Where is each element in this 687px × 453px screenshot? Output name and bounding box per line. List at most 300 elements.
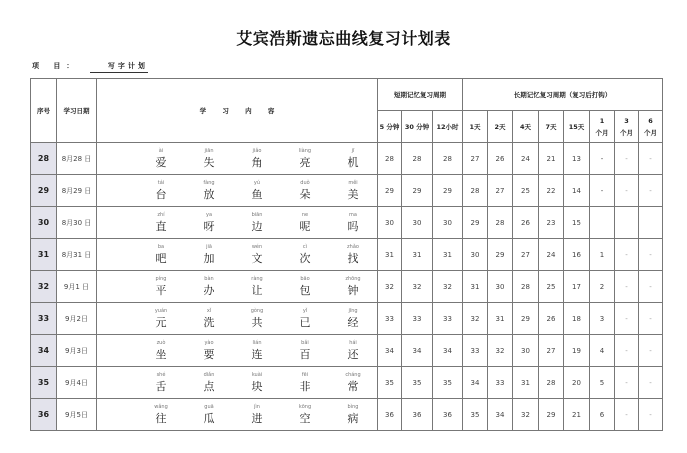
header-long-term: 长期记忆复习周期（复习后打钩） bbox=[463, 79, 663, 111]
cell-12h[interactable]: 32 bbox=[433, 271, 463, 303]
row-seq: 29 bbox=[31, 175, 57, 207]
table-row bbox=[31, 367, 663, 399]
header-15d: 15天 bbox=[564, 111, 590, 143]
character-item bbox=[185, 243, 233, 266]
pinyin: zhí bbox=[157, 212, 165, 218]
hanzi: 要 bbox=[203, 348, 215, 361]
hanzi: 角 bbox=[251, 156, 263, 169]
hanzi: 找 bbox=[347, 252, 359, 265]
cell-15d[interactable]: 20 bbox=[564, 367, 590, 399]
cell-4d[interactable]: 29 bbox=[513, 303, 539, 335]
hanzi: 常 bbox=[347, 380, 359, 393]
pinyin: zuò bbox=[156, 340, 166, 346]
pinyin: jiā bbox=[206, 244, 212, 250]
cell-7d[interactable]: 21 bbox=[539, 143, 564, 175]
hanzi: 瓜 bbox=[203, 412, 215, 425]
cell-15d[interactable]: 21 bbox=[564, 399, 590, 431]
cell-30min[interactable]: 32 bbox=[402, 271, 433, 303]
character-item bbox=[329, 211, 377, 234]
cell-1d[interactable]: 35 bbox=[463, 399, 488, 431]
cell-2d[interactable]: 32 bbox=[488, 335, 513, 367]
cell-1month[interactable]: - bbox=[590, 143, 615, 175]
hanzi: 共 bbox=[251, 316, 263, 329]
pinyin: bāo bbox=[300, 276, 310, 282]
cell-3month[interactable] bbox=[615, 207, 639, 239]
cell-5min[interactable]: 31 bbox=[378, 239, 402, 271]
cell-5min[interactable]: 32 bbox=[378, 271, 402, 303]
hanzi: 机 bbox=[347, 156, 359, 169]
cell-4d[interactable]: 28 bbox=[513, 271, 539, 303]
cell-3month[interactable]: - bbox=[615, 367, 639, 399]
cell-7d[interactable]: 28 bbox=[539, 367, 564, 399]
row-date: 9月1 日 bbox=[57, 271, 97, 303]
character-item bbox=[233, 211, 281, 234]
row-content bbox=[97, 271, 378, 303]
cell-30min[interactable]: 35 bbox=[402, 367, 433, 399]
cell-7d[interactable]: 29 bbox=[539, 399, 564, 431]
cell-4d[interactable]: 30 bbox=[513, 335, 539, 367]
character-item bbox=[137, 211, 185, 234]
row-seq: 30 bbox=[31, 207, 57, 239]
project-value: 写字计划 bbox=[90, 61, 148, 73]
pinyin: zhǎo bbox=[347, 244, 359, 250]
cell-30min[interactable]: 33 bbox=[402, 303, 433, 335]
cell-2d[interactable]: 26 bbox=[488, 143, 513, 175]
header-1month: 1 个月 bbox=[590, 111, 615, 143]
cell-1d[interactable]: 30 bbox=[463, 239, 488, 271]
pinyin: jīng bbox=[348, 308, 358, 314]
row-seq: 35 bbox=[31, 367, 57, 399]
hanzi: 已 bbox=[299, 316, 311, 329]
pinyin: xǐ bbox=[206, 308, 212, 314]
cell-12h[interactable]: 30 bbox=[433, 207, 463, 239]
hanzi: 元 bbox=[155, 316, 167, 329]
hanzi: 经 bbox=[347, 316, 359, 329]
pinyin: guā bbox=[204, 404, 214, 410]
cell-4d[interactable]: 32 bbox=[513, 399, 539, 431]
header-1d: 1天 bbox=[463, 111, 488, 143]
hanzi: 鱼 bbox=[251, 188, 263, 201]
hanzi: 包 bbox=[299, 284, 311, 297]
cell-30min[interactable]: 28 bbox=[402, 143, 433, 175]
table-row bbox=[31, 335, 663, 367]
pinyin: yú bbox=[253, 180, 261, 186]
character-item bbox=[137, 179, 185, 202]
cell-3month[interactable]: - bbox=[615, 399, 639, 431]
pinyin: kuài bbox=[251, 372, 263, 378]
cell-2d[interactable]: 34 bbox=[488, 399, 513, 431]
row-date: 8月30 日 bbox=[57, 207, 97, 239]
header-2d: 2天 bbox=[488, 111, 513, 143]
pinyin: wǎng bbox=[154, 404, 168, 410]
character-item bbox=[233, 339, 281, 362]
cell-5min[interactable]: 28 bbox=[378, 143, 402, 175]
hanzi: 加 bbox=[203, 252, 215, 265]
pinyin: ya bbox=[205, 212, 213, 218]
cell-2d[interactable]: 27 bbox=[488, 175, 513, 207]
pinyin: ne bbox=[301, 212, 309, 218]
hanzi: 非 bbox=[299, 380, 311, 393]
hanzi: 空 bbox=[299, 412, 311, 425]
hanzi: 平 bbox=[155, 284, 167, 297]
character-item bbox=[281, 275, 329, 298]
pinyin: jìn bbox=[254, 404, 260, 410]
header-4d: 4天 bbox=[513, 111, 539, 143]
hanzi: 呢 bbox=[299, 220, 311, 233]
row-seq: 36 bbox=[31, 399, 57, 431]
character-item bbox=[233, 147, 281, 170]
cell-5min[interactable]: 29 bbox=[378, 175, 402, 207]
cell-1month[interactable]: 3 bbox=[590, 303, 615, 335]
character-item bbox=[137, 371, 185, 394]
character-item bbox=[185, 147, 233, 170]
character-item bbox=[185, 403, 233, 426]
cell-1d[interactable]: 32 bbox=[463, 303, 488, 335]
pinyin: biān bbox=[251, 212, 263, 218]
character-item bbox=[233, 179, 281, 202]
pinyin: jiǎo bbox=[252, 148, 262, 154]
cell-15d[interactable]: 19 bbox=[564, 335, 590, 367]
cell-5min[interactable]: 35 bbox=[378, 367, 402, 399]
cell-4d[interactable]: 25 bbox=[513, 175, 539, 207]
hanzi: 台 bbox=[155, 188, 167, 201]
cell-1month[interactable]: 1 bbox=[590, 239, 615, 271]
cell-12h[interactable]: 33 bbox=[433, 303, 463, 335]
pinyin: bìng bbox=[347, 404, 359, 410]
character-list bbox=[97, 339, 377, 362]
cell-7d[interactable]: 22 bbox=[539, 175, 564, 207]
cell-12h[interactable]: 31 bbox=[433, 239, 463, 271]
character-item bbox=[137, 403, 185, 426]
pinyin: kōng bbox=[298, 404, 312, 410]
hanzi: 失 bbox=[203, 156, 215, 169]
row-date: 9月5日 bbox=[57, 399, 97, 431]
table-row bbox=[31, 175, 663, 207]
row-content bbox=[97, 239, 378, 271]
pinyin: zhōng bbox=[345, 276, 361, 282]
hanzi: 边 bbox=[251, 220, 263, 233]
header-30min: 30 分钟 bbox=[402, 111, 433, 143]
row-date: 9月3日 bbox=[57, 335, 97, 367]
character-item bbox=[281, 243, 329, 266]
table-row bbox=[31, 239, 663, 271]
pinyin: yǐ bbox=[302, 308, 308, 314]
row-date: 8月31 日 bbox=[57, 239, 97, 271]
hanzi: 百 bbox=[299, 348, 311, 361]
character-list bbox=[97, 179, 377, 202]
character-item bbox=[137, 147, 185, 170]
character-list bbox=[97, 243, 377, 266]
hanzi: 吗 bbox=[347, 220, 359, 233]
cell-1d[interactable]: 27 bbox=[463, 143, 488, 175]
cell-3month[interactable]: - bbox=[615, 271, 639, 303]
header-6month: 6 个月 bbox=[639, 111, 663, 143]
character-item bbox=[185, 179, 233, 202]
cell-1d[interactable]: 33 bbox=[463, 335, 488, 367]
character-item bbox=[329, 371, 377, 394]
character-item bbox=[329, 147, 377, 170]
character-list bbox=[97, 371, 377, 394]
cell-15d[interactable]: 15 bbox=[564, 207, 590, 239]
hanzi: 连 bbox=[251, 348, 263, 361]
project-line bbox=[32, 61, 148, 73]
project-label: 项 目： bbox=[32, 62, 80, 70]
pinyin: cì bbox=[302, 244, 308, 250]
cell-2d[interactable]: 31 bbox=[488, 303, 513, 335]
pinyin: bàn bbox=[204, 276, 214, 282]
cell-1month[interactable]: 2 bbox=[590, 271, 615, 303]
cell-1d[interactable]: 29 bbox=[463, 207, 488, 239]
table-row bbox=[31, 399, 663, 431]
pinyin: diǎn bbox=[203, 372, 215, 378]
cell-3month[interactable]: - bbox=[615, 175, 639, 207]
hanzi: 放 bbox=[203, 188, 215, 201]
header-5min: 5 分钟 bbox=[378, 111, 402, 143]
character-list bbox=[97, 147, 377, 170]
row-date: 8月28 日 bbox=[57, 143, 97, 175]
row-content bbox=[97, 399, 378, 431]
character-list bbox=[97, 211, 377, 234]
cell-6month[interactable]: - bbox=[639, 303, 663, 335]
cell-4d[interactable]: 27 bbox=[513, 239, 539, 271]
row-content bbox=[97, 303, 378, 335]
character-item bbox=[233, 275, 281, 298]
row-seq: 32 bbox=[31, 271, 57, 303]
header-short-term: 短期记忆复习周期 bbox=[378, 79, 463, 111]
cell-7d[interactable]: 23 bbox=[539, 207, 564, 239]
character-item bbox=[329, 275, 377, 298]
character-list bbox=[97, 275, 377, 298]
cell-3month[interactable]: - bbox=[615, 239, 639, 271]
character-item bbox=[233, 243, 281, 266]
row-content bbox=[97, 175, 378, 207]
hanzi: 钟 bbox=[347, 284, 359, 297]
character-item bbox=[233, 307, 281, 330]
character-item bbox=[233, 371, 281, 394]
pinyin: hái bbox=[349, 340, 357, 346]
hanzi: 呀 bbox=[203, 220, 215, 233]
cell-30min[interactable]: 31 bbox=[402, 239, 433, 271]
character-item bbox=[233, 403, 281, 426]
cell-12h[interactable]: 35 bbox=[433, 367, 463, 399]
pinyin: tái bbox=[157, 180, 165, 186]
hanzi: 文 bbox=[251, 252, 263, 265]
cell-6month[interactable]: - bbox=[639, 175, 663, 207]
pinyin: měi bbox=[348, 180, 358, 186]
character-list bbox=[97, 403, 377, 426]
character-list bbox=[97, 307, 377, 330]
pinyin: wén bbox=[251, 244, 263, 250]
row-seq: 31 bbox=[31, 239, 57, 271]
cell-7d[interactable]: 25 bbox=[539, 271, 564, 303]
pinyin: ba bbox=[157, 244, 165, 250]
cell-1month[interactable]: 4 bbox=[590, 335, 615, 367]
pinyin: ma bbox=[349, 212, 357, 218]
cell-3month[interactable]: - bbox=[615, 143, 639, 175]
cell-7d[interactable]: 24 bbox=[539, 239, 564, 271]
header-seq: 序号 bbox=[31, 79, 57, 143]
cell-1month[interactable]: 5 bbox=[590, 367, 615, 399]
pinyin: ài bbox=[158, 148, 164, 154]
row-seq: 28 bbox=[31, 143, 57, 175]
header-content: 学 习 内 容 bbox=[97, 79, 378, 143]
character-item bbox=[281, 307, 329, 330]
cell-12h[interactable]: 28 bbox=[433, 143, 463, 175]
cell-1d[interactable]: 28 bbox=[463, 175, 488, 207]
cell-15d[interactable]: 13 bbox=[564, 143, 590, 175]
cell-6month[interactable] bbox=[639, 207, 663, 239]
hanzi: 洗 bbox=[203, 316, 215, 329]
hanzi: 点 bbox=[203, 380, 215, 393]
cell-3month[interactable]: - bbox=[615, 335, 639, 367]
character-item bbox=[185, 307, 233, 330]
character-item bbox=[137, 307, 185, 330]
hanzi: 办 bbox=[203, 284, 215, 297]
row-content bbox=[97, 143, 378, 175]
cell-12h[interactable]: 36 bbox=[433, 399, 463, 431]
cell-6month[interactable]: - bbox=[639, 399, 663, 431]
cell-12h[interactable]: 34 bbox=[433, 335, 463, 367]
cell-15d[interactable]: 17 bbox=[564, 271, 590, 303]
cell-1d[interactable]: 31 bbox=[463, 271, 488, 303]
character-item bbox=[185, 371, 233, 394]
cell-5min[interactable]: 33 bbox=[378, 303, 402, 335]
hanzi: 次 bbox=[299, 252, 311, 265]
pinyin: jiān bbox=[204, 148, 214, 154]
hanzi: 美 bbox=[347, 188, 359, 201]
table-row bbox=[31, 207, 663, 239]
hanzi: 朵 bbox=[299, 188, 311, 201]
cell-30min[interactable]: 30 bbox=[402, 207, 433, 239]
cell-7d[interactable]: 27 bbox=[539, 335, 564, 367]
hanzi: 亮 bbox=[299, 156, 311, 169]
character-item bbox=[185, 211, 233, 234]
row-seq: 34 bbox=[31, 335, 57, 367]
table-row bbox=[31, 303, 663, 335]
character-item bbox=[329, 403, 377, 426]
hanzi: 往 bbox=[155, 412, 167, 425]
character-item bbox=[137, 275, 185, 298]
character-item bbox=[329, 243, 377, 266]
pinyin: duǒ bbox=[300, 180, 310, 186]
cell-6month[interactable]: - bbox=[639, 335, 663, 367]
hanzi: 进 bbox=[251, 412, 263, 425]
character-item bbox=[329, 339, 377, 362]
row-date: 9月4日 bbox=[57, 367, 97, 399]
character-item bbox=[185, 275, 233, 298]
header-7d: 7天 bbox=[539, 111, 564, 143]
pinyin: cháng bbox=[345, 372, 361, 378]
pinyin: lián bbox=[252, 340, 262, 346]
row-content bbox=[97, 367, 378, 399]
cell-1month[interactable] bbox=[590, 207, 615, 239]
row-content bbox=[97, 207, 378, 239]
cell-12h[interactable]: 29 bbox=[433, 175, 463, 207]
cell-5min[interactable]: 30 bbox=[378, 207, 402, 239]
cell-2d[interactable]: 33 bbox=[488, 367, 513, 399]
hanzi: 舌 bbox=[155, 380, 167, 393]
cell-5min[interactable]: 34 bbox=[378, 335, 402, 367]
pinyin: yuán bbox=[154, 308, 168, 314]
character-item bbox=[281, 339, 329, 362]
character-item bbox=[281, 371, 329, 394]
cell-2d[interactable]: 29 bbox=[488, 239, 513, 271]
character-item bbox=[137, 339, 185, 362]
character-item bbox=[329, 179, 377, 202]
cell-15d[interactable]: 18 bbox=[564, 303, 590, 335]
cell-1d[interactable]: 34 bbox=[463, 367, 488, 399]
pinyin: fàng bbox=[203, 180, 215, 186]
cell-3month[interactable]: - bbox=[615, 303, 639, 335]
hanzi: 块 bbox=[251, 380, 263, 393]
review-plan-table bbox=[30, 78, 663, 431]
cell-4d[interactable]: 26 bbox=[513, 207, 539, 239]
character-item bbox=[281, 179, 329, 202]
pinyin: liàng bbox=[298, 148, 312, 154]
pinyin: shé bbox=[156, 372, 166, 378]
cell-30min[interactable]: 36 bbox=[402, 399, 433, 431]
character-item bbox=[137, 243, 185, 266]
hanzi: 病 bbox=[347, 412, 359, 425]
hanzi: 直 bbox=[155, 220, 167, 233]
pinyin: bǎi bbox=[301, 340, 309, 346]
cell-6month[interactable]: - bbox=[639, 143, 663, 175]
cell-6month[interactable]: - bbox=[639, 367, 663, 399]
cell-4d[interactable]: 24 bbox=[513, 143, 539, 175]
row-seq: 33 bbox=[31, 303, 57, 335]
header-3month: 3 个月 bbox=[615, 111, 639, 143]
pinyin: píng bbox=[155, 276, 167, 282]
cell-2d[interactable]: 28 bbox=[488, 207, 513, 239]
character-item bbox=[329, 307, 377, 330]
row-content bbox=[97, 335, 378, 367]
hanzi: 坐 bbox=[155, 348, 167, 361]
header-date: 学习日期 bbox=[57, 79, 97, 143]
pinyin: fēi bbox=[301, 372, 309, 378]
hanzi: 让 bbox=[251, 284, 263, 297]
hanzi: 还 bbox=[347, 348, 359, 361]
table-row bbox=[31, 271, 663, 303]
character-item bbox=[281, 211, 329, 234]
cell-6month[interactable]: - bbox=[639, 239, 663, 271]
hanzi: 吧 bbox=[155, 252, 167, 265]
cell-15d[interactable]: 14 bbox=[564, 175, 590, 207]
character-item bbox=[281, 147, 329, 170]
table-row bbox=[31, 143, 663, 175]
pinyin: yào bbox=[204, 340, 214, 346]
row-date: 8月29 日 bbox=[57, 175, 97, 207]
page-title: 艾宾浩斯遗忘曲线复习计划表 bbox=[236, 29, 451, 48]
cell-15d[interactable]: 16 bbox=[564, 239, 590, 271]
cell-6month[interactable]: - bbox=[639, 271, 663, 303]
pinyin: ràng bbox=[251, 276, 263, 282]
cell-7d[interactable]: 26 bbox=[539, 303, 564, 335]
header-12h: 12小时 bbox=[433, 111, 463, 143]
cell-1month[interactable]: - bbox=[590, 175, 615, 207]
cell-30min[interactable]: 29 bbox=[402, 175, 433, 207]
cell-30min[interactable]: 34 bbox=[402, 335, 433, 367]
cell-1month[interactable]: 6 bbox=[590, 399, 615, 431]
pinyin: gòng bbox=[250, 308, 264, 314]
row-date: 9月2日 bbox=[57, 303, 97, 335]
pinyin: jī bbox=[351, 148, 355, 154]
cell-2d[interactable]: 30 bbox=[488, 271, 513, 303]
cell-5min[interactable]: 36 bbox=[378, 399, 402, 431]
cell-4d[interactable]: 31 bbox=[513, 367, 539, 399]
hanzi: 爱 bbox=[155, 156, 167, 169]
character-item bbox=[281, 403, 329, 426]
character-item bbox=[185, 339, 233, 362]
